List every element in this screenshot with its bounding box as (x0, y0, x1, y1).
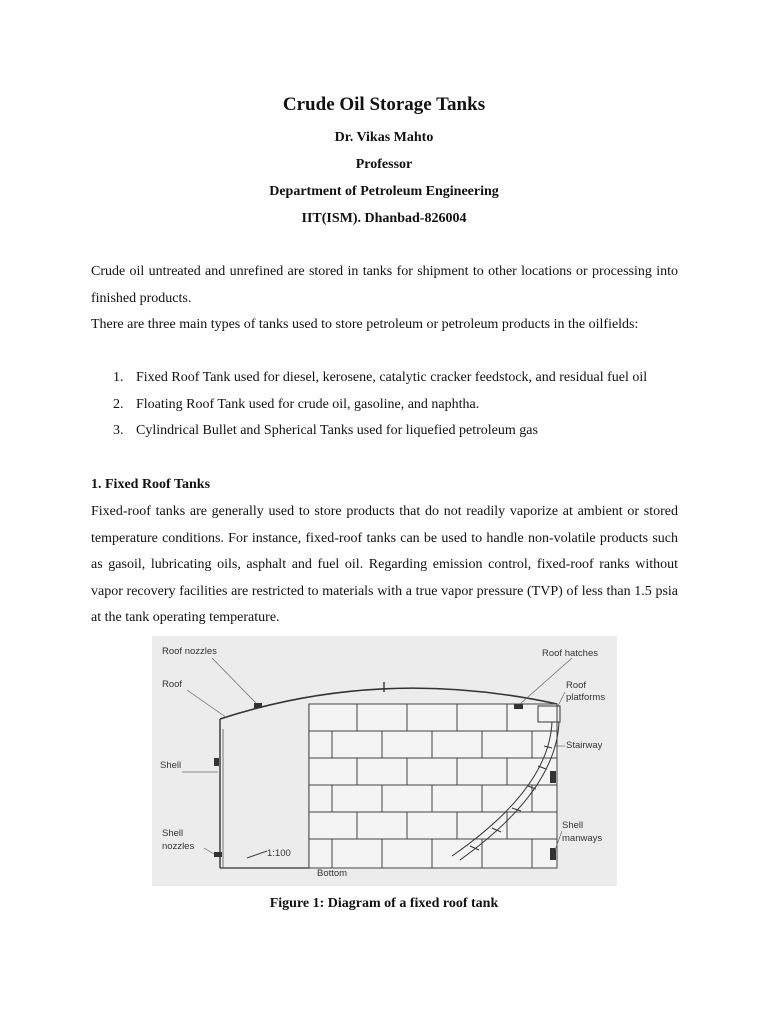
roof-nozzle (254, 703, 262, 708)
author-name: Dr. Vikas Mahto (334, 130, 434, 145)
shell-manway (550, 771, 556, 783)
document-title: Crude Oil Storage Tanks (282, 94, 486, 115)
list-text: Fixed Roof Tank used for diesel, kerosene, catalytic cracker feedstock, and residual fuel oil (136, 370, 648, 385)
list-item (91, 392, 678, 419)
label-shell-nozzles-line1: Shell (162, 828, 184, 839)
label-roof-platforms-line1: Roof (566, 680, 587, 691)
author-position: Professor (355, 157, 413, 172)
intro-paragraph-2: There are three main types of tanks used to store petroleum or petroleum products in the oilfields: (91, 317, 639, 332)
slope-marker (247, 851, 267, 858)
label-roof: Roof (162, 679, 183, 690)
tank-diagram (152, 636, 617, 886)
author-department: Department of Petroleum Engineering (269, 184, 499, 199)
list-number: 3. (113, 423, 124, 438)
shell-nozzle (214, 852, 222, 857)
shell-nozzle (214, 758, 219, 766)
section-body: Fixed-roof tanks are generally used to store products that do not readily vaporize at ambient or stored temperature conditions. For instance, fixed-roof tanks can be used to handle non-volatile products such as gasoil, lubricating oils, asphalt and fuel oil. Regarding emission control, fixed-roof ranks without vapor recovery facilities are restricted to materials with a true vapor pressure (TVP) of less than 1.5 psia at the tank operating temperature. (91, 504, 678, 625)
section-heading: 1. Fixed Roof Tanks (91, 477, 211, 492)
label-slope: 1:100 (267, 848, 291, 859)
list-number: 2. (113, 396, 124, 412)
list-text: Floating Roof Tank used for crude oil, gasoline, and naphtha. (136, 396, 480, 412)
label-roof-platforms-line2: platforms (566, 692, 606, 703)
figure-caption: Figure 1: Diagram of a fixed roof tank (269, 896, 499, 911)
tank-types-list (91, 365, 678, 445)
list-item (91, 418, 678, 445)
list-number: 1. (113, 370, 124, 385)
label-stairway: Stairway (566, 740, 603, 751)
label-roof-hatches: Roof hatches (542, 648, 598, 659)
shell-wall (309, 704, 557, 868)
list-text: Cylindrical Bullet and Spherical Tanks used for liquefied petroleum gas (136, 423, 538, 438)
author-institute: IIT(ISM). Dhanbad-826004 (301, 211, 467, 226)
label-roof-nozzles: Roof nozzles (162, 646, 217, 657)
label-shell-manways-line2: manways (562, 833, 603, 844)
label-bottom: Bottom (317, 868, 348, 879)
intro-paragraph-1: Crude oil untreated and unrefined are stored in tanks for shipment to other locations or processing into finished products. (91, 264, 678, 306)
list-item (91, 365, 678, 392)
roof-hatch (514, 704, 523, 709)
fixed-roof-tank-figure (152, 636, 617, 886)
label-shell: Shell (160, 760, 182, 771)
label-shell-manways-line1: Shell (562, 820, 584, 831)
label-shell-nozzles-line2: nozzles (162, 841, 195, 852)
